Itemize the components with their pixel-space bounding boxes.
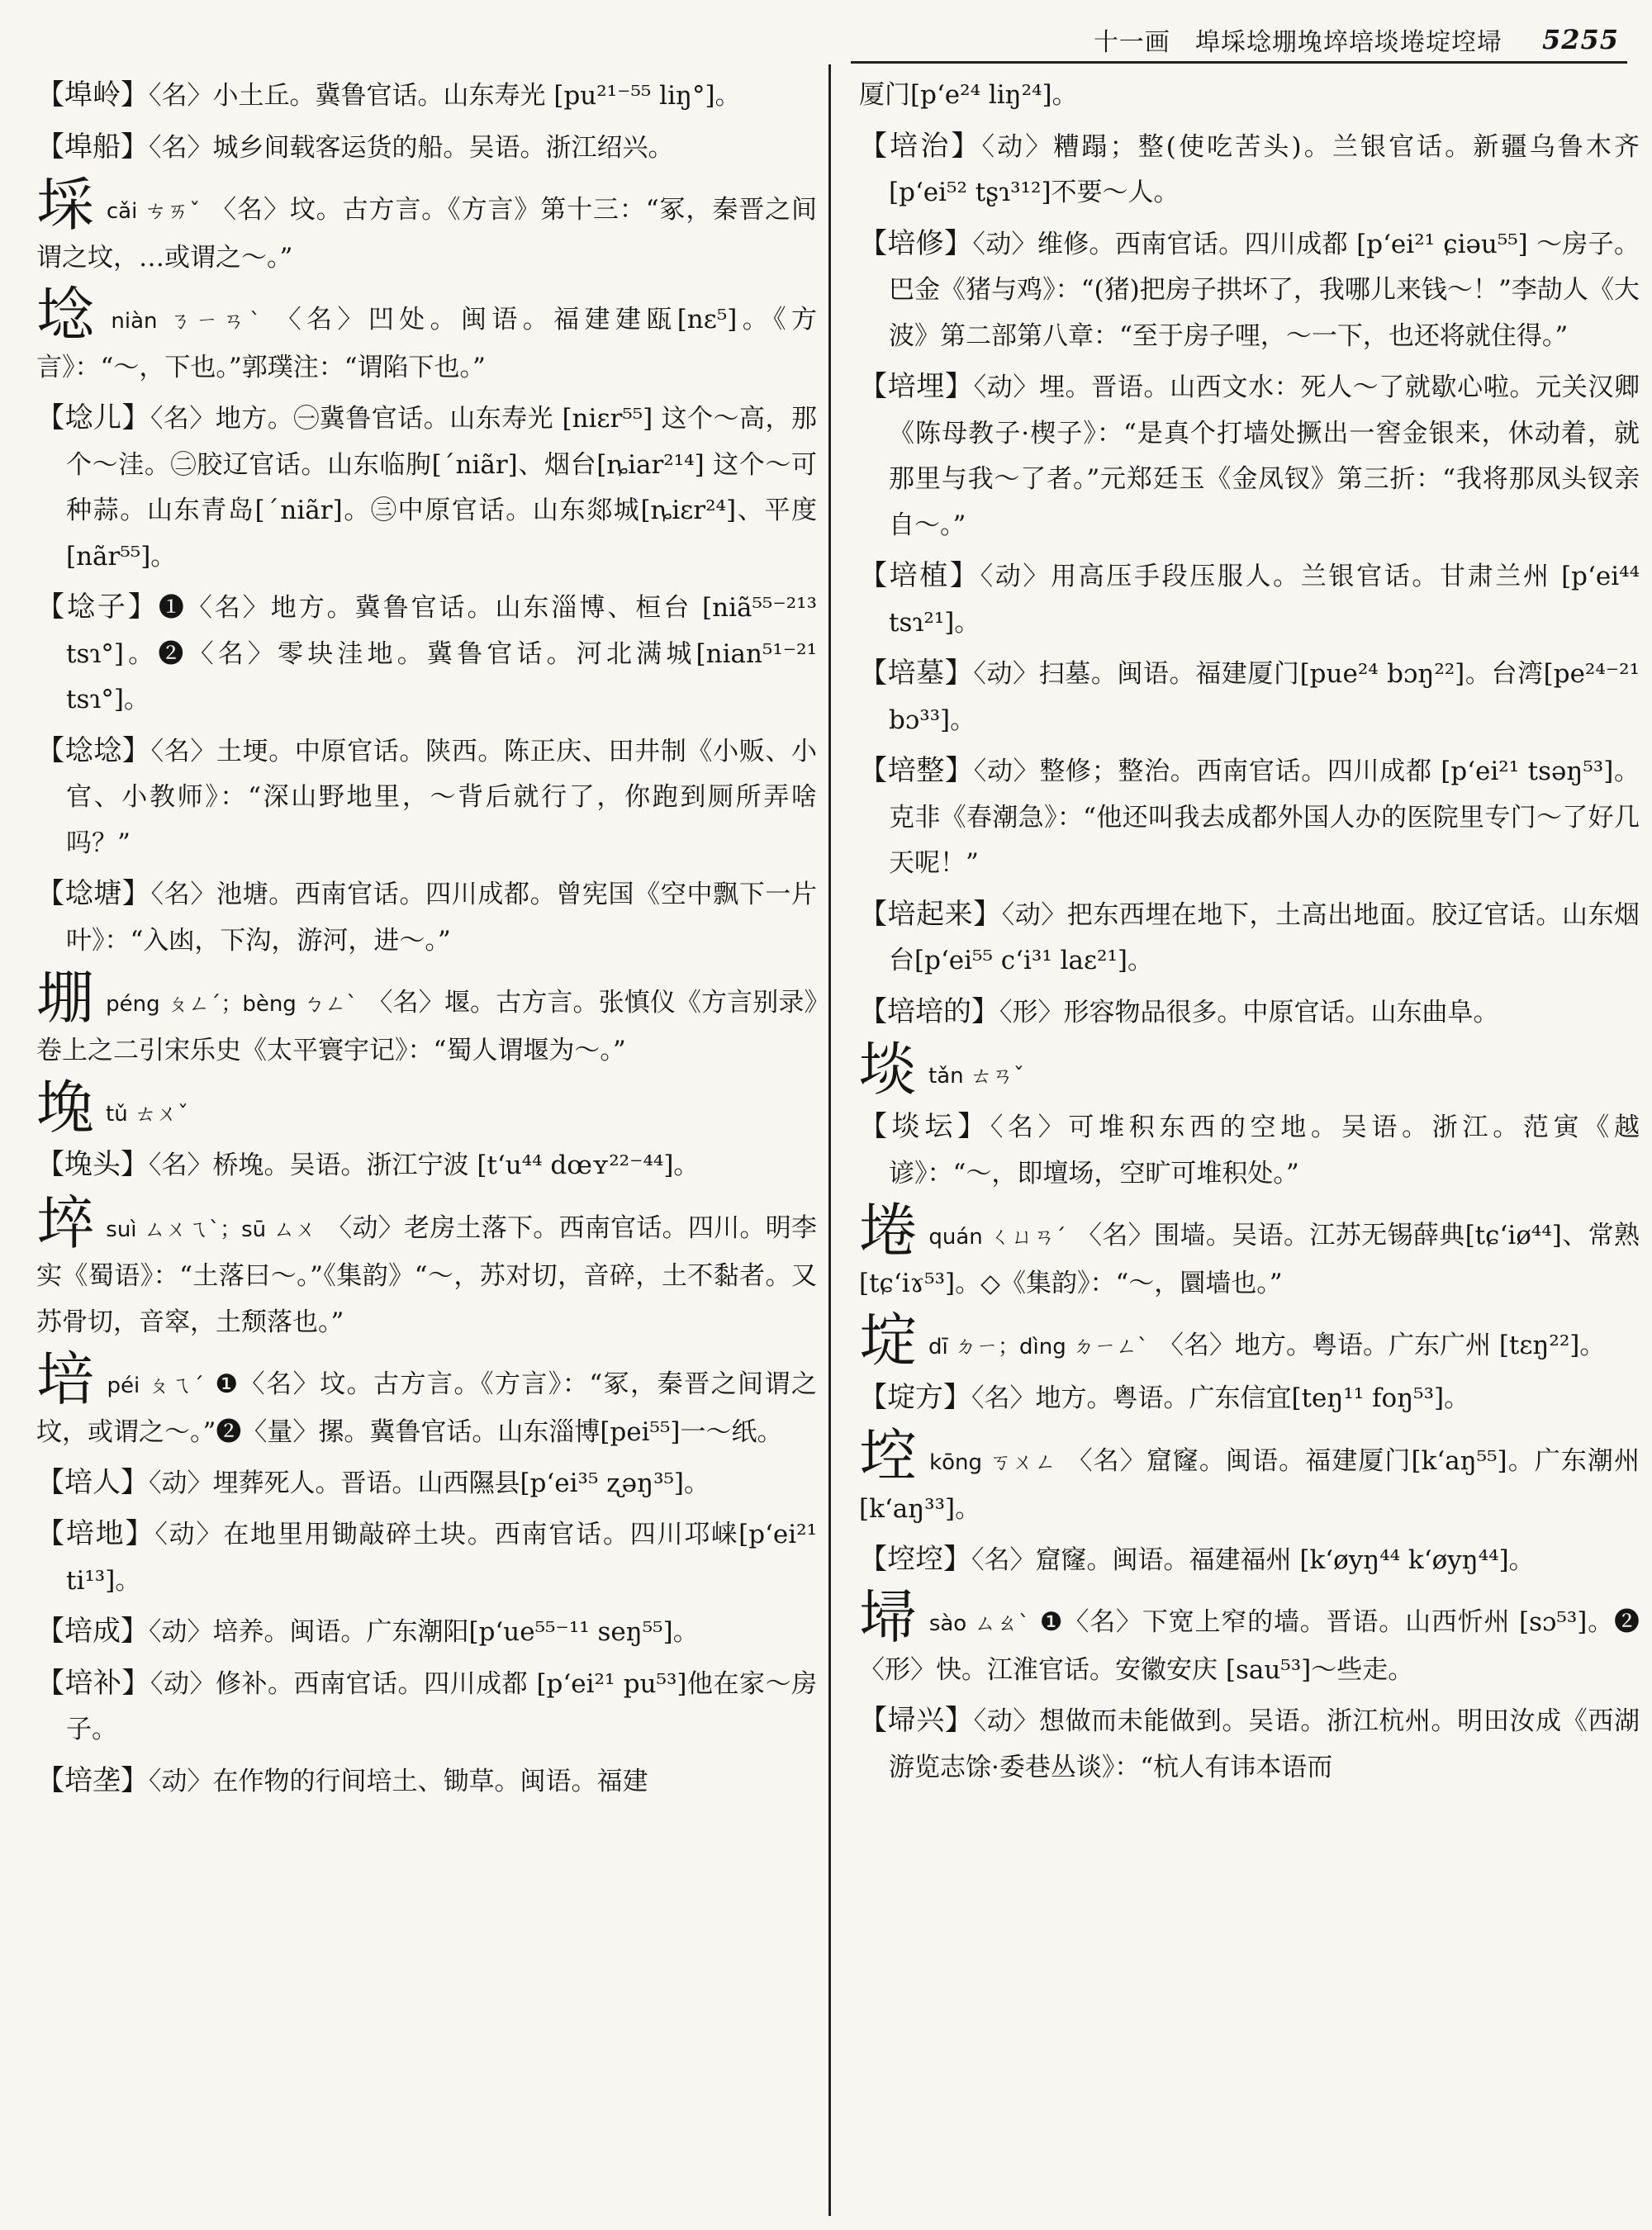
word-entry: [859, 124, 1640, 216]
word-entry: [859, 1375, 1640, 1422]
character-entry: [859, 1197, 1640, 1307]
character-entry: [36, 964, 818, 1074]
column-divider: [828, 64, 831, 2216]
entry-headword: 【埠船】: [36, 130, 149, 164]
entry-definition: 〈动〉埋葬死人。晋语。山西隰县[pʻei³⁵ ʐəŋ³⁵]。: [149, 1468, 710, 1498]
entry-pinyin: quán ㄑㄩㄢˊ: [928, 1225, 1066, 1250]
section-label: 十一画: [1093, 28, 1170, 57]
word-entry: [36, 871, 817, 964]
word-entry: [859, 221, 1640, 360]
page-number: 5255: [1541, 24, 1619, 55]
word-entry: [36, 1661, 817, 1753]
word-entry: [859, 553, 1640, 646]
entry-pinyin: suì ㄙㄨㄟˋ；sū ㄙㄨ: [106, 1217, 317, 1242]
entry-headword: 【埝子】: [36, 591, 159, 624]
entry-definition: 〈名〉围墙。吴语。江苏无锡薛典[tɕʻiø⁴⁴]、常熟[tɕʻiɤ⁵³]。◇《集韵》：“～，圜墙也。”: [859, 1221, 1640, 1298]
entry-headword: 【培植】: [859, 559, 980, 592]
character-entry: [859, 1421, 1640, 1532]
word-entry: [859, 892, 1640, 985]
entry-definition: 〈动〉老房土落下。西南官话。四川。明李实《蜀语》：“土落曰～。”《集韵》“～，苏对切，音碎，土不黏者。又苏骨切，音窣，土颓落也。”: [36, 1212, 818, 1337]
word-entry: [36, 728, 817, 867]
entry-definition: 〈名〉桥堍。吴语。浙江宁波 [tʻu⁴⁴ dœʏ²²⁻⁴⁴]。: [149, 1151, 700, 1180]
entry-definition: 〈动〉把东西埋在地下，土高出地面。胶辽官话。山东烟台[pʻei⁵⁵ cʻi³¹ laɛ²¹]。: [889, 899, 1640, 975]
entry-headword: 【培培的】: [859, 994, 999, 1028]
entry-definition: 〈名〉窟窿。闽语。福建福州 [kʻøyŋ⁴⁴ kʻøyŋ⁴⁴]。: [971, 1544, 1535, 1575]
entry-character: 埝: [36, 281, 100, 349]
entry-headword: 【培治】: [859, 129, 982, 163]
entry-pinyin: cǎi ㄘㄞˇ: [106, 199, 202, 224]
entry-headword: 【埽兴】: [859, 1704, 974, 1737]
entry-character: 埪: [859, 1421, 919, 1490]
entry-definition: 〈动〉埋。晋语。山西文水：死人～了就歇心啦。元关汉卿《陈母教子·楔子》：“是真个打墙处撅出一窖金银来，休动着，就那里与我～了者。”元郑廷玉《金凤钗》第三折：“我将那凤头钗亲自～。”: [889, 372, 1640, 540]
entry-definition: 〈名〉地方。粤语。广东信宜[teŋ¹¹ foŋ⁵³]。: [971, 1383, 1470, 1413]
entry-headword: 【培地】: [36, 1517, 155, 1550]
entry-definition: 〈动〉在地里用锄敲碎土块。西南官话。四川邛崃[pʻei²¹ ti¹³]。: [66, 1520, 818, 1596]
entry-definition: 〈动〉修补。西南官话。四川成都 [pʻei²¹ pu⁵³]他在家～房子。: [66, 1668, 818, 1744]
entry-definition: 〈形〉形容物品很多。中原官话。山东曲阜。: [999, 997, 1499, 1027]
left-column: [36, 73, 817, 1810]
entry-definition: 〈动〉糟蹋；整(使吃苦头)。兰银官话。新疆乌鲁木齐[pʻei⁵² tʂɿ³¹²]不要～人。: [889, 131, 1640, 207]
character-entry: [859, 1583, 1640, 1693]
entry-pinyin: péng ㄆㄥˊ；bèng ㄅㄥˋ: [106, 992, 358, 1017]
entry-definition: 〈名〉小土丘。冀鲁官话。山东寿光 [pu²¹⁻⁵⁵ liŋ°]。: [149, 81, 741, 111]
entry-character: 堋: [36, 964, 95, 1032]
header-characters: 埠埰埝堋堍埣培埮埢埞埪埽: [1194, 28, 1502, 57]
word-entry: [36, 1142, 817, 1189]
word-entry: [859, 1104, 1640, 1197]
entry-definition: 〈动〉维修。西南官话。四川成都 [pʻei²¹ ɕiəu⁵⁵] ～房子。巴金《猪与鸡》：“(猪)把房子拱坏了，我哪儿来钱～！”李劼人《大波》第二部第八章：“至于房子哩，～一下，也还将就住得。”: [889, 229, 1640, 351]
entry-definition: 〈动〉培养。闽语。广东潮阳[pʻue⁵⁵⁻¹¹ seŋ⁵⁵]。: [149, 1617, 699, 1647]
header-rule: [851, 61, 1627, 64]
entry-headword: 【培墓】: [859, 657, 974, 690]
word-entry: [36, 585, 817, 724]
entry-definition: 〈名〉坟。古方言。《方言》第十三：“冢，秦晋之间谓之坟，…或谓之～。”: [36, 195, 817, 273]
character-entry: [36, 1074, 817, 1141]
entry-definition: 〈名〉窟窿。闽语。福建厦门[kʻaŋ⁵⁵]。广东潮州[kʻaŋ³³]。: [859, 1445, 1640, 1524]
entry-headword: 【培垄】: [36, 1763, 149, 1797]
entry-pinyin: dī ㄉㄧ；dìng ㄉㄧㄥˋ: [928, 1335, 1148, 1359]
entry-definition: 〈名〉城乡间载客运货的船。吴语。浙江绍兴。: [149, 132, 674, 163]
entry-continuation: [859, 73, 1640, 119]
entry-headword: 【堍头】: [36, 1148, 149, 1181]
entry-definition: 〈动〉想做而未能做到。吴语。浙江杭州。明田汝成《西湖游览志馀·委巷丛谈》：“杭人有讳本语而: [889, 1706, 1640, 1782]
character-entry: [36, 1189, 818, 1345]
word-entry: [859, 1537, 1640, 1584]
entry-definition: ❶〈名〉下宽上窄的墙。晋语。山西忻州 [sɔ⁵³]。❷〈形〉快。江淮官话。安徽安庆 [sau⁵³]～些走。: [859, 1607, 1640, 1685]
entry-headword: 【培整】: [859, 754, 974, 787]
entry-definition: 〈名〉地方。粤语。广东广州 [tɛŋ²²]。: [1157, 1331, 1606, 1360]
entry-headword: 【培起来】: [859, 897, 1002, 931]
character-entry: [36, 1345, 818, 1455]
entry-definition: 〈名〉池塘。西南官话。四川成都。曾宪国《空中飘下一片叶》：“入凼，下沟，游河，进～。”: [66, 880, 818, 956]
page-header: [892, 18, 1619, 61]
word-entry: [859, 748, 1640, 887]
entry-definition: 厦门[pʻe²⁴ liŋ²⁴]。: [859, 80, 1078, 110]
entry-headword: 【埮坛】: [859, 1110, 990, 1143]
entry-character: 堍: [36, 1074, 94, 1141]
word-entry: [36, 125, 817, 172]
character-entry: [859, 1307, 1640, 1374]
word-entry: [859, 364, 1640, 548]
entry-headword: 【埝塘】: [36, 877, 151, 910]
entry-definition: 〈名〉可堆积东西的空地。吴语。浙江。范寅《越谚》：“～，即壇场，空旷可堆积处。”: [889, 1113, 1640, 1189]
right-column: [859, 73, 1640, 1796]
word-entry: [859, 1698, 1640, 1791]
entry-character: 培: [36, 1345, 96, 1413]
entry-definition: ❶〈名〉坟。古方言。《方言》：“冢，秦晋之间谓之坟，或谓之～。”❷〈量〉摞。冀鲁官话。山东淄博[pei⁵⁵]一～纸。: [36, 1369, 818, 1447]
entry-character: 埮: [859, 1036, 917, 1103]
character-entry: [859, 1036, 1640, 1103]
entry-headword: 【埝埝】: [36, 733, 151, 767]
word-entry: [859, 651, 1640, 743]
entry-definition: 〈名〉地方。㊀冀鲁官话。山东寿光 [niɛr⁵⁵] 这个～高，那个～洼。㊁胶辽官话。山东临朐[ˊniãr]、烟台[ȵiar²¹⁴] 这个～可种蒜。山东青岛[ˊniãr]。㊂中原官话。山东郯城[ȵiɛr²⁴]、平度[nãr⁵⁵]。: [66, 404, 818, 572]
entry-definition: ❶〈名〉地方。冀鲁官话。山东淄博、桓台 [niã⁵⁵⁻²¹³ tsɿ°]。❷〈名〉零块洼地。冀鲁官话。河北满城[nian⁵¹⁻²¹ tsɿ°]。: [66, 593, 818, 714]
word-entry: [859, 989, 1640, 1037]
entry-character: 埰: [36, 171, 95, 239]
entry-headword: 【培成】: [36, 1615, 149, 1648]
entry-definition: 〈动〉扫墓。闽语。福建厦门[pue²⁴ bɔŋ²²]。台湾[pe²⁴⁻²¹ bɔ³³]。: [889, 659, 1640, 735]
entry-headword: 【培修】: [859, 226, 973, 260]
word-entry: [36, 1758, 817, 1805]
word-entry: [36, 1511, 817, 1604]
entry-definition: 〈名〉土埂。中原官话。陕西。陈正庆、田井制《小贩、小官、小教师》：“深山野地里，～背后就行了，你跑到厕所弄啥吗？”: [66, 736, 818, 858]
character-entry: [36, 281, 818, 391]
entry-pinyin: tǔ ㄊㄨˇ: [106, 1102, 188, 1127]
entry-headword: 【埞方】: [859, 1381, 971, 1414]
entry-character: 埽: [859, 1583, 918, 1651]
word-entry: [36, 1609, 817, 1656]
entry-pinyin: kōng ㄎㄨㄥ: [929, 1450, 1057, 1475]
entry-character: 埣: [36, 1189, 95, 1257]
entry-pinyin: péi ㄆㄟˊ: [107, 1373, 206, 1398]
character-entry: [36, 171, 817, 281]
entry-pinyin: niàn ㄋㄧㄢˋ: [111, 309, 266, 334]
entry-headword: 【埪埪】: [859, 1542, 971, 1576]
entry-definition: 〈动〉在作物的行间培土、锄草。闽语。福建: [149, 1766, 648, 1796]
entry-headword: 【培补】: [36, 1666, 151, 1700]
entry-pinyin: tǎn ㄊㄢˇ: [928, 1064, 1024, 1089]
entry-definition: 〈名〉凹处。闽语。福建建瓯[nɛ⁵]。《方言》：“～，下也。”郭璞注：“谓陷下也。”: [36, 305, 818, 382]
word-entry: [36, 1460, 817, 1507]
entry-pinyin: sào ㄙㄠˋ: [928, 1611, 1030, 1636]
word-entry: [36, 73, 817, 120]
entry-character: 埢: [859, 1197, 918, 1264]
entry-headword: 【埝儿】: [36, 401, 150, 434]
entry-definition: 〈名〉堰。古方言。张慎仪《方言别录》卷上之二引宋乐史《太平寰宇记》：“蜀人谓堰为～。”: [36, 988, 818, 1065]
entry-headword: 【培埋】: [859, 370, 974, 403]
entry-definition: 〈动〉整修；整治。西南官话。四川成都 [pʻei²¹ tsəŋ⁵³]。克非《春潮急》：“他还叫我去成都外国人办的医院里专门～了好几天呢！”: [889, 757, 1640, 878]
entry-character: 埞: [859, 1307, 917, 1374]
entry-definition: 〈动〉用高压手段压服人。兰银官话。甘肃兰州 [pʻei⁴⁴ tsɿ²¹]。: [889, 562, 1640, 638]
entry-headword: 【培人】: [36, 1465, 149, 1499]
entry-headword: 【埠岭】: [36, 78, 149, 112]
word-entry: [36, 396, 817, 580]
